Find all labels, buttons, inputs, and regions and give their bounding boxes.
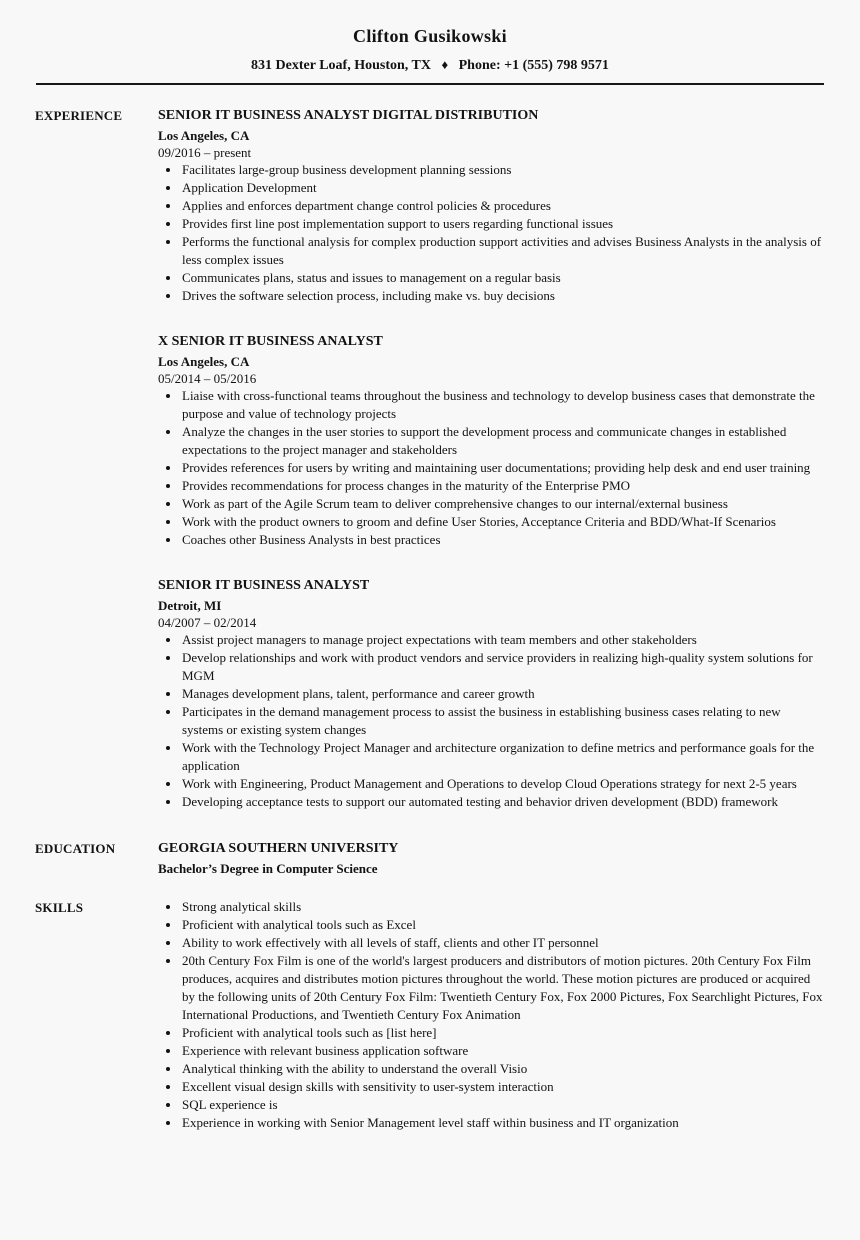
job-bullet: • Work with the product owners to groom and define User Stories, Acceptance Criteria and BDD/What-If Scenarios [181,513,825,531]
job-bullet: • Developing acceptance tests to support our automated testing and behavior driven development (BDD) framework [181,793,825,811]
job-bullet: • Work with the Technology Project Manager and architecture organization to define metrics and performance goals for the application [181,739,825,775]
job-entry [158,106,825,305]
job-bullet: • Work as part of the Agile Scrum team to deliver comprehensive changes to our internal/external business [181,495,825,513]
skill-bullet: • Proficient with analytical tools such as [list here] [181,1024,825,1042]
skills-list [158,898,825,1132]
skills-content [158,898,825,1132]
resume-body [0,106,860,1132]
header-divider [36,83,824,85]
job-title: X SENIOR IT BUSINESS ANALYST [158,334,383,349]
job-dates: 05/2014 – 05/2016 [158,371,257,386]
job-bullet: • Liaise with cross-functional teams throughout the business and technology to develop business cases that demonstrate the purpose and value of technology projects [181,387,825,423]
experience-jobs [158,106,825,811]
job-bullet: • Coaches other Business Analysts in best practices [181,531,825,549]
job-bullet: • Develop relationships and work with product vendors and service providers in realizing high-quality system solutions for MGM [181,649,825,685]
job-bullet: • Application Development [181,179,825,197]
job-bullet: • Performs the functional analysis for complex production support activities and advises Business Analysts in the analysis of less complex issues [181,233,825,269]
experience-section [0,106,860,811]
candidate-name: Clifton Gusikowski [353,26,507,46]
skill-bullet: • 20th Century Fox Film is one of the world's largest producers and distributors of motion pictures. 20th Century Fox Film produces, acquires and distributes motion pictures throughout the world. These motion pictures are produced or acquired by the following units of 20th Century Fox Film: Twentieth Century Fox, Fox 2000 Pictures, Fox Searchlight Pictures, Fox International Productions, and Twentieth Century Fox Animation [181,952,825,1024]
job-bullet: • Applies and enforces department change control policies & procedures [181,197,825,215]
skills-section [0,898,860,1132]
education-section-label: EDUCATION [35,841,116,856]
job-bullet: • Participates in the demand management process to assist the business in establishing business cases relating to new systems or existing system changes [181,703,825,739]
job-bullet: • Work with Engineering, Product Management and Operations to develop Cloud Operations strategy for next 2-5 years [181,775,825,793]
skill-bullet: • Strong analytical skills [181,898,825,916]
skills-section-label: SKILLS [35,900,84,915]
skill-bullet: • SQL experience is [181,1096,825,1114]
education-section [0,839,860,878]
job-bullet: • Provides first line post implementation support to users regarding functional issues [181,215,825,233]
resume-header [0,0,860,85]
education-degree: Bachelor’s Degree in Computer Science [158,861,378,876]
job-title: SENIOR IT BUSINESS ANALYST [158,578,370,593]
skill-bullet: • Proficient with analytical tools such as Excel [181,916,825,934]
job-entry [158,576,825,811]
experience-section-label: EXPERIENCE [35,108,123,123]
skill-bullet: • Experience with relevant business application software [181,1042,825,1060]
education-content [158,839,825,878]
job-bullet: • Assist project managers to manage project expectations with team members and other stakeholders [181,631,825,649]
job-bullets [158,631,825,811]
skill-bullet: • Experience in working with Senior Management level staff within business and IT organization [181,1114,825,1132]
job-location: Detroit, MI [158,598,222,613]
phone-text: Phone: +1 (555) 798 9571 [458,58,609,73]
job-entry [158,332,825,549]
job-title: SENIOR IT BUSINESS ANALYST DIGITAL DISTRIBUTION [158,108,539,123]
skill-bullet: • Excellent visual design skills with sensitivity to user-system interaction [181,1078,825,1096]
job-location: Los Angeles, CA [158,354,250,369]
job-bullet: • Drives the software selection process, including make vs. buy decisions [181,287,825,305]
contact-line [0,56,860,74]
job-bullets [158,161,825,305]
job-dates: 09/2016 – present [158,145,252,160]
address-text: 831 Dexter Loaf, Houston, TX [251,58,431,73]
job-location: Los Angeles, CA [158,128,250,143]
job-bullet: • Manages development plans, talent, performance and career growth [181,685,825,703]
job-bullet: • Provides recommendations for process changes in the maturity of the Enterprise PMO [181,477,825,495]
job-bullet: • Analyze the changes in the user stories to support the development process and communicate changes in established expectations to the project manager and stakeholders [181,423,825,459]
job-bullets [158,387,825,549]
education-school: GEORGIA SOUTHERN UNIVERSITY [158,841,399,856]
skill-bullet: • Analytical thinking with the ability to understand the overall Visio [181,1060,825,1078]
skill-bullet: • Ability to work effectively with all levels of staff, clients and other IT personnel [181,934,825,952]
job-bullet: • Communicates plans, status and issues to management on a regular basis [181,269,825,287]
job-dates: 04/2007 – 02/2014 [158,615,257,630]
job-bullet: • Provides references for users by writing and maintaining user documentations; providing help desk and end user training [181,459,825,477]
diamond-separator-icon: ♦ [441,57,449,72]
job-bullet: • Facilitates large-group business development planning sessions [181,161,825,179]
